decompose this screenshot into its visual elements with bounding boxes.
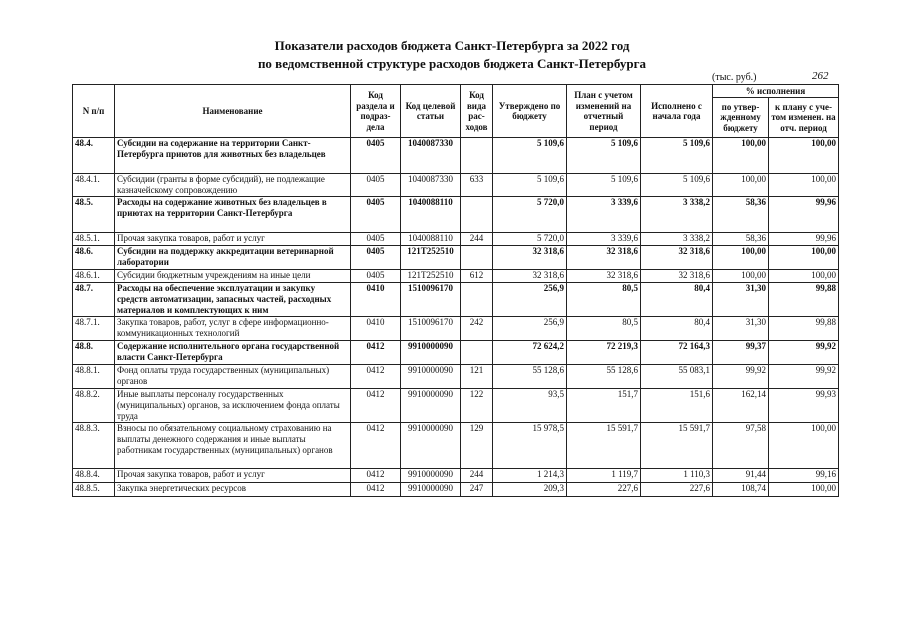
row-executed: 3 338,2 [641, 197, 713, 233]
table-row [73, 197, 839, 233]
row-approved: 1 214,3 [493, 469, 567, 483]
row-executed: 5 109,6 [641, 174, 713, 197]
row-plan: 3 339,6 [567, 197, 641, 233]
row-expense-type-code [461, 197, 493, 233]
row-approved: 15 978,5 [493, 423, 567, 469]
row-pct-approved: 100,00 [713, 246, 769, 270]
row-number: 48.8.4. [73, 469, 115, 483]
row-approved: 5 720,0 [493, 233, 567, 246]
row-expense-type-code: 242 [461, 317, 493, 341]
row-section-code: 0405 [351, 197, 401, 233]
table-row [73, 423, 839, 469]
row-pct-plan: 99,93 [769, 389, 839, 423]
row-pct-approved: 99,37 [713, 341, 769, 365]
header-pct-group: % исполнения [713, 85, 839, 98]
row-target-code: 1510096170 [401, 317, 461, 341]
header-section-code: Код раздела и подраз-дела [351, 85, 401, 138]
row-number: 48.7.1. [73, 317, 115, 341]
row-number: 48.8.1. [73, 365, 115, 389]
row-approved: 256,9 [493, 317, 567, 341]
row-name: Расходы на обеспечение эксплуатации и закупку средств автоматизации, запасных частей, расходных материалов и комплектующих к ним [115, 283, 351, 317]
row-approved: 32 318,6 [493, 246, 567, 270]
row-expense-type-code: 244 [461, 233, 493, 246]
row-plan: 1 119,7 [567, 469, 641, 483]
row-target-code: 9910000090 [401, 483, 461, 497]
row-approved: 72 624,2 [493, 341, 567, 365]
row-number: 48.6.1. [73, 270, 115, 283]
table-row [73, 341, 839, 365]
row-number: 48.4. [73, 138, 115, 174]
row-pct-approved: 100,00 [713, 138, 769, 174]
row-name: Прочая закупка товаров, работ и услуг [115, 233, 351, 246]
row-plan: 15 591,7 [567, 423, 641, 469]
row-target-code: 9910000090 [401, 469, 461, 483]
row-pct-approved: 58,36 [713, 197, 769, 233]
row-pct-plan: 99,88 [769, 283, 839, 317]
table-row [73, 138, 839, 174]
row-section-code: 0412 [351, 483, 401, 497]
table-row [73, 365, 839, 389]
row-number: 48.5.1. [73, 233, 115, 246]
page-number: 262 [812, 70, 829, 82]
row-approved: 93,5 [493, 389, 567, 423]
row-number: 48.6. [73, 246, 115, 270]
row-target-code: 121Т252510 [401, 270, 461, 283]
units-label: (тыс. руб.) [712, 72, 757, 83]
table-row [73, 233, 839, 246]
row-pct-plan: 99,92 [769, 341, 839, 365]
row-section-code: 0410 [351, 283, 401, 317]
row-plan: 32 318,6 [567, 246, 641, 270]
table-row [73, 270, 839, 283]
row-number: 48.4.1. [73, 174, 115, 197]
row-plan: 5 109,6 [567, 174, 641, 197]
row-pct-plan: 100,00 [769, 483, 839, 497]
row-expense-type-code: 244 [461, 469, 493, 483]
row-pct-approved: 99,92 [713, 365, 769, 389]
row-target-code: 1040088110 [401, 197, 461, 233]
table-row [73, 174, 839, 197]
header-approved: Утверждено по бюджету [493, 85, 567, 138]
row-expense-type-code: 612 [461, 270, 493, 283]
row-target-code: 121Т252510 [401, 246, 461, 270]
row-approved: 209,3 [493, 483, 567, 497]
row-number: 48.8.3. [73, 423, 115, 469]
row-expense-type-code: 129 [461, 423, 493, 469]
row-target-code: 9910000090 [401, 389, 461, 423]
row-section-code: 0405 [351, 246, 401, 270]
row-name: Субсидии бюджетным учреждениям на иные цели [115, 270, 351, 283]
row-name: Субсидии на поддержку аккредитации ветеринарной лаборатории [115, 246, 351, 270]
table-row [73, 246, 839, 270]
row-name: Прочая закупка товаров, работ и услуг [115, 469, 351, 483]
row-name: Субсидии на содержание на территории Санкт-Петербурга приютов для животных без владельцев [115, 138, 351, 174]
row-section-code: 0410 [351, 317, 401, 341]
row-executed: 3 338,2 [641, 233, 713, 246]
row-executed: 80,4 [641, 283, 713, 317]
row-plan: 3 339,6 [567, 233, 641, 246]
row-section-code: 0412 [351, 469, 401, 483]
row-number: 48.8. [73, 341, 115, 365]
row-name: Субсидии (гранты в форме субсидий), не подлежащие казначейскому сопровождению [115, 174, 351, 197]
row-expense-type-code [461, 246, 493, 270]
row-approved: 5 109,6 [493, 138, 567, 174]
row-executed: 227,6 [641, 483, 713, 497]
row-pct-approved: 162,14 [713, 389, 769, 423]
row-expense-type-code [461, 283, 493, 317]
header-plan: План с учетом изменений на отчетный период [567, 85, 641, 138]
row-executed: 72 164,3 [641, 341, 713, 365]
row-section-code: 0412 [351, 341, 401, 365]
row-pct-approved: 31,30 [713, 283, 769, 317]
row-section-code: 0405 [351, 138, 401, 174]
row-pct-plan: 99,88 [769, 317, 839, 341]
row-number: 48.7. [73, 283, 115, 317]
row-target-code: 1510096170 [401, 283, 461, 317]
row-plan: 55 128,6 [567, 365, 641, 389]
header-expense-type-code: Код вида рас-ходов [461, 85, 493, 138]
table-row [73, 389, 839, 423]
row-pct-approved: 97,58 [713, 423, 769, 469]
row-pct-plan: 99,96 [769, 233, 839, 246]
row-pct-approved: 108,74 [713, 483, 769, 497]
row-expense-type-code [461, 341, 493, 365]
row-approved: 5 109,6 [493, 174, 567, 197]
row-executed: 32 318,6 [641, 246, 713, 270]
row-pct-plan: 100,00 [769, 174, 839, 197]
row-name: Расходы на содержание животных без владельцев в приютах на территории Санкт-Петербурга [115, 197, 351, 233]
budget-table [72, 84, 839, 497]
header-name: Наименование [115, 85, 351, 138]
row-section-code: 0412 [351, 423, 401, 469]
row-executed: 80,4 [641, 317, 713, 341]
row-plan: 72 219,3 [567, 341, 641, 365]
row-number: 48.5. [73, 197, 115, 233]
row-name: Фонд оплаты труда государственных (муниципальных) органов [115, 365, 351, 389]
row-target-code: 9910000090 [401, 423, 461, 469]
row-name: Иные выплаты персоналу государственных (муниципальных) органов, за исключением фонда оплаты труда [115, 389, 351, 423]
row-section-code: 0405 [351, 233, 401, 246]
row-pct-plan: 100,00 [769, 270, 839, 283]
row-pct-plan: 99,96 [769, 197, 839, 233]
row-plan: 32 318,6 [567, 270, 641, 283]
table-row [73, 317, 839, 341]
row-pct-plan: 99,16 [769, 469, 839, 483]
report-title-line2: по ведомственной структуре расходов бюджета Санкт-Петербурга [257, 56, 647, 71]
row-target-code: 9910000090 [401, 341, 461, 365]
row-plan: 151,7 [567, 389, 641, 423]
row-executed: 5 109,6 [641, 138, 713, 174]
row-approved: 32 318,6 [493, 270, 567, 283]
row-expense-type-code [461, 138, 493, 174]
row-pct-approved: 91,44 [713, 469, 769, 483]
header-executed: Исполнено с начала года [641, 85, 713, 138]
row-plan: 227,6 [567, 483, 641, 497]
row-executed: 55 083,1 [641, 365, 713, 389]
row-name: Закупка энергетических ресурсов [115, 483, 351, 497]
row-pct-approved: 58,36 [713, 233, 769, 246]
table-row [73, 469, 839, 483]
header-num: N п/п [73, 85, 115, 138]
row-plan: 80,5 [567, 317, 641, 341]
table-row [73, 283, 839, 317]
report-title-line1: Показатели расходов бюджета Санкт-Петербурга за 2022 год [274, 38, 630, 53]
row-target-code: 1040087330 [401, 174, 461, 197]
row-pct-plan: 99,92 [769, 365, 839, 389]
row-expense-type-code: 121 [461, 365, 493, 389]
row-section-code: 0412 [351, 365, 401, 389]
row-section-code: 0405 [351, 270, 401, 283]
header-pct-approved: по утвер-жденному бюджету [713, 98, 769, 138]
row-number: 48.8.5. [73, 483, 115, 497]
row-name: Содержание исполнительного органа государственной власти Санкт-Петербурга [115, 341, 351, 365]
row-approved: 5 720,0 [493, 197, 567, 233]
row-pct-approved: 31,30 [713, 317, 769, 341]
row-pct-plan: 100,00 [769, 246, 839, 270]
row-pct-plan: 100,00 [769, 423, 839, 469]
row-number: 48.8.2. [73, 389, 115, 423]
row-plan: 80,5 [567, 283, 641, 317]
row-executed: 1 110,3 [641, 469, 713, 483]
row-expense-type-code: 633 [461, 174, 493, 197]
header-target-code: Код целевой статьи [401, 85, 461, 138]
row-pct-plan: 100,00 [769, 138, 839, 174]
row-executed: 151,6 [641, 389, 713, 423]
row-target-code: 9910000090 [401, 365, 461, 389]
row-section-code: 0412 [351, 389, 401, 423]
row-executed: 32 318,6 [641, 270, 713, 283]
row-pct-approved: 100,00 [713, 270, 769, 283]
row-name: Закупка товаров, работ, услуг в сфере информационно-коммуникационных технологий [115, 317, 351, 341]
row-approved: 256,9 [493, 283, 567, 317]
row-expense-type-code: 122 [461, 389, 493, 423]
row-target-code: 1040087330 [401, 138, 461, 174]
row-expense-type-code: 247 [461, 483, 493, 497]
row-executed: 15 591,7 [641, 423, 713, 469]
row-name: Взносы по обязательному социальному страхованию на выплаты денежного содержания и иные выплаты работникам государственных (муниципальных) органов [115, 423, 351, 469]
row-plan: 5 109,6 [567, 138, 641, 174]
header-pct-plan: к плану с уче-том изменен. на отч. период [769, 98, 839, 138]
table-row [73, 483, 839, 497]
row-target-code: 1040088110 [401, 233, 461, 246]
row-pct-approved: 100,00 [713, 174, 769, 197]
row-section-code: 0405 [351, 174, 401, 197]
row-approved: 55 128,6 [493, 365, 567, 389]
